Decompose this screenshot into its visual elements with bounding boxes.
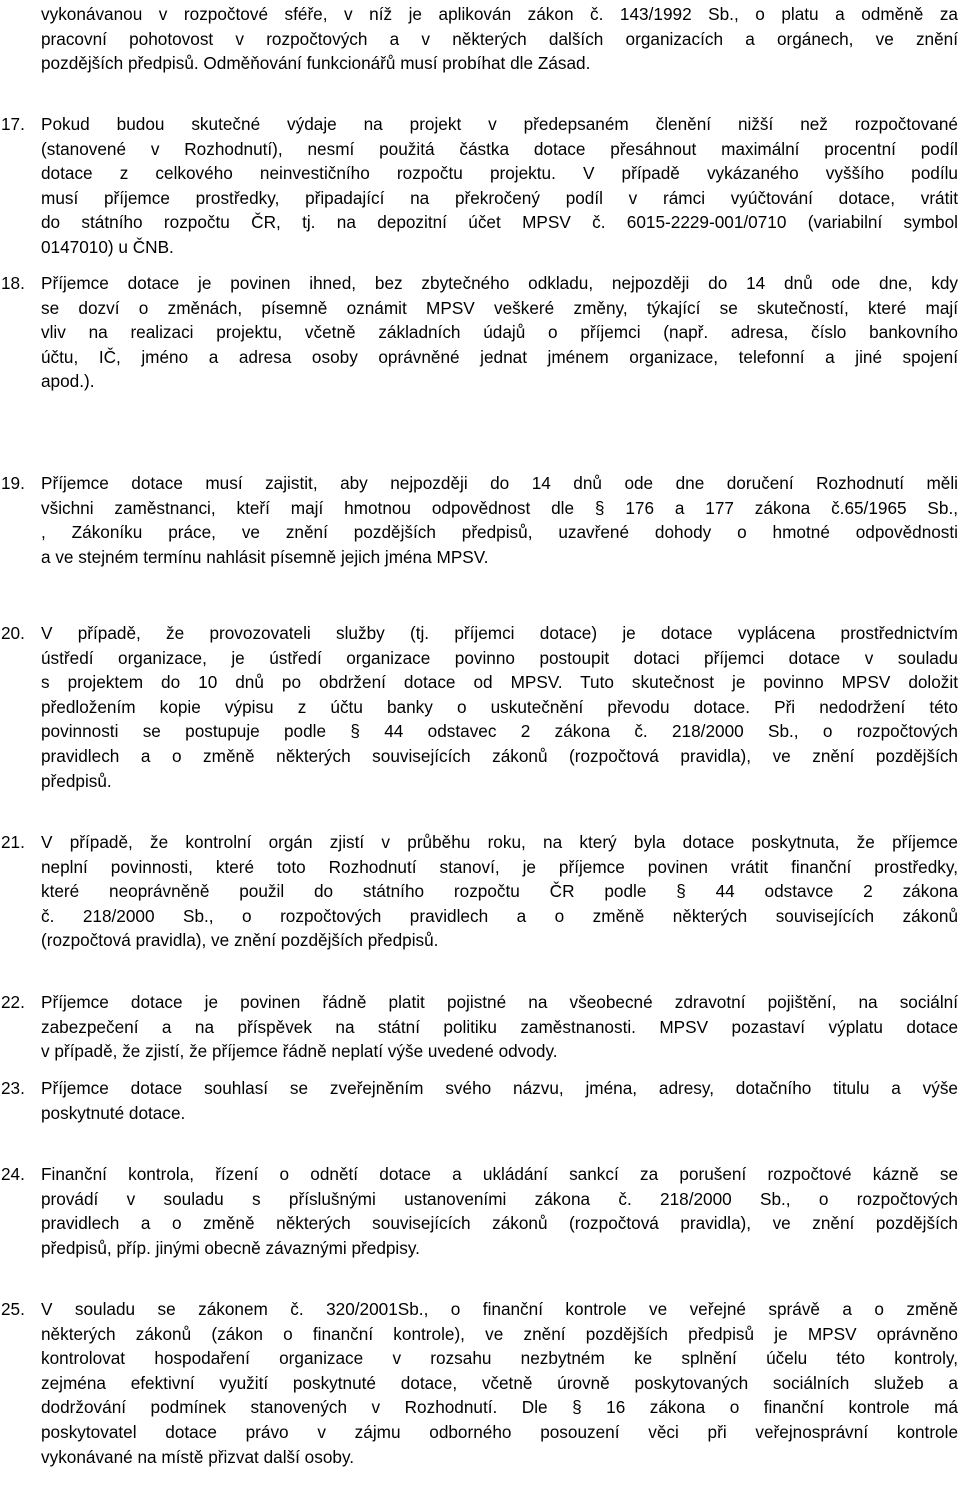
- text-line: s projektem do 10 dnů po obdržení dotace od MPSV. Tuto skutečnost je povinno MPSV doložit: [41, 672, 958, 693]
- text-line: vykonávanou v rozpočtové sféře, v níž je aplikován zákon č. 143/1992 Sb., o platu a odměně za: [41, 4, 958, 24]
- text-line: V případě, že provozovateli služby (tj. příjemci dotace) je dotace vyplácena prostřednictvím: [41, 623, 958, 643]
- text-line: vykonávané na místě přizvat další osoby.: [41, 1446, 355, 1467]
- paragraph-number: 22.: [1, 992, 25, 1012]
- paragraph-number: 18.: [1, 273, 25, 293]
- text-line: pracovní pohotovost v rozpočtových a v některých dalších organizacích a orgánech, ve znění: [41, 28, 958, 49]
- paragraph-number: 25.: [1, 1299, 25, 1319]
- text-line: které neoprávněně použil do státního rozpočtu ČR podle § 44 odstavce 2 zákona: [41, 881, 958, 902]
- text-line: ústředí organizace, je ústředí organizace povinno postoupit dotaci příjemci dotace v souladu: [41, 647, 958, 668]
- text-line: Pokud budou skutečné výdaje na projekt v předepsaném členění nižší než rozpočtované: [41, 114, 958, 134]
- text-line: a ve stejném termínu nahlásit písemně jejich jména MPSV.: [41, 546, 489, 567]
- text-line: č. 218/2000 Sb., o rozpočtových pravidlech a o změně některých souvisejících zákonů: [41, 905, 958, 926]
- text-line: povinnosti se postupuje podle § 44 odstavec 2 zákona č. 218/2000 Sb., o rozpočtových: [41, 721, 958, 742]
- text-line: všichni zaměstnanci, kteří mají hmotnou odpovědnost dle § 176 a 177 zákona č.65/1965 Sb.,: [41, 497, 958, 518]
- text-line: provádí v souladu s příslušnými ustanoveními zákona č. 218/2000 Sb., o rozpočtových: [41, 1188, 958, 1209]
- paragraph-number: 19.: [1, 473, 25, 493]
- text-line: v případě, že zjistí, že příjemce řádně neplatí výše uvedené odvody.: [41, 1041, 558, 1062]
- text-line: poskytnuté dotace.: [41, 1102, 186, 1123]
- text-line: Příjemce dotace je povinen ihned, bez zbytečného odkladu, nejpozději do 14 dnů ode dne, kdy: [41, 273, 958, 293]
- text-line: apod.).: [41, 371, 95, 392]
- text-line: předložením kopie výpisu z účtu banky o uskutečnění převodu dotace. Při nedodržení této: [41, 696, 958, 717]
- text-line: , Zákoníku práce, ve znění pozdějších předpisů, uzavřené dohody o hmotné odpovědnosti: [41, 522, 958, 543]
- paragraph-number: 24.: [1, 1164, 25, 1184]
- text-line: V souladu se zákonem č. 320/2001Sb., o finanční kontrole ve veřejné správě a o změně: [41, 1299, 958, 1319]
- text-line: Finanční kontrola, řízení o odnětí dotace a ukládání sankcí za porušení rozpočtové kázně se: [41, 1164, 958, 1184]
- text-line: musí příjemce prostředky, připadající na překročený podíl v rámci vyúčtování dotace, vrátit: [41, 187, 958, 208]
- text-line: pravidlech a o změně některých souvisejících zákonů (rozpočtová pravidla), ve znění pozdějších: [41, 1213, 958, 1234]
- text-line: vliv na realizaci projektu, včetně základních údajů o příjemci (např. adresa, číslo bankovního: [41, 322, 958, 343]
- text-line: některých zákonů (zákon o finanční kontrole), ve znění pozdějších předpisů je MPSV oprávněno: [41, 1323, 958, 1344]
- paragraph-number: 23.: [1, 1078, 25, 1098]
- text-line: pozdějších předpisů. Odměňování funkcionářů musí probíhat dle Zásad.: [41, 53, 591, 74]
- text-line: (stanovené v Rozhodnutí), nesmí použitá částka dotace přesáhnout maximální procentní podíl: [41, 138, 958, 159]
- text-line: neplní povinnosti, které toto Rozhodnutí stanoví, je příjemce povinen vrátit finanční prostředky,: [41, 856, 958, 877]
- text-line: Příjemce dotace souhlasí se zveřejněním svého názvu, jména, adresy, dotačního titulu a výše: [41, 1078, 958, 1098]
- text-line: do státního rozpočtu ČR, tj. na depozitní účet MPSV č. 6015-2229-001/0710 (variabilní symbol: [41, 212, 958, 233]
- paragraph-number: 20.: [1, 623, 25, 643]
- text-line: se dozví o změnách, písemně oznámit MPSV veškeré změny, týkající se skutečností, které mají: [41, 297, 958, 318]
- text-line: 0147010) u ČNB.: [41, 237, 174, 257]
- paragraph-number: 21.: [1, 832, 25, 852]
- text-line: kontrolovat hospodaření organizace v rozsahu nezbytném ke splnění účelu této kontroly,: [41, 1348, 958, 1369]
- text-line: účtu, IČ, jméno a adresa osoby oprávněné jednat jménem organizace, telefonní a jiné spojení: [41, 346, 958, 367]
- text-line: Příjemce dotace je povinen řádně platit pojistné na všeobecné zdravotní pojištění, na sociální: [41, 992, 958, 1012]
- text-line: dodržování podmínek stanovených v Rozhodnutí. Dle § 16 zákona o finanční kontrole má: [41, 1397, 958, 1418]
- text-line: poskytovatel dotace právo v zájmu odborného posouzení věci při veřejnosprávní kontrole: [41, 1422, 958, 1442]
- text-line: zejména efektivní využití poskytnuté dotace, včetně úrovně poskytovaných sociálních služeb a: [41, 1372, 958, 1393]
- text-line: V případě, že kontrolní orgán zjistí v průběhu roku, na který byla dotace poskytnuta, že příjemce: [41, 832, 958, 852]
- text-line: předpisů.: [41, 770, 112, 791]
- text-line: pravidlech a o změně některých souvisejících zákonů (rozpočtová pravidla), ve znění pozdějších: [41, 746, 958, 766]
- text-line: Příjemce dotace musí zajistit, aby nejpozději do 14 dnů ode dne doručení Rozhodnutí měli: [41, 473, 958, 493]
- text-line: dotace z celkového neinvestičního rozpočtu projektu. V případě vykázaného vyššího podílu: [41, 163, 958, 184]
- text-line: zabezpečení a na příspěvek na státní politiku zaměstnanosti. MPSV pozastaví výplatu dotace: [41, 1016, 958, 1037]
- text-line: (rozpočtová pravidla), ve znění pozdějších předpisů.: [41, 930, 439, 951]
- paragraph-number: 17.: [1, 114, 25, 134]
- text-line: předpisů, příp. jinými obecně závaznými předpisy.: [41, 1237, 420, 1258]
